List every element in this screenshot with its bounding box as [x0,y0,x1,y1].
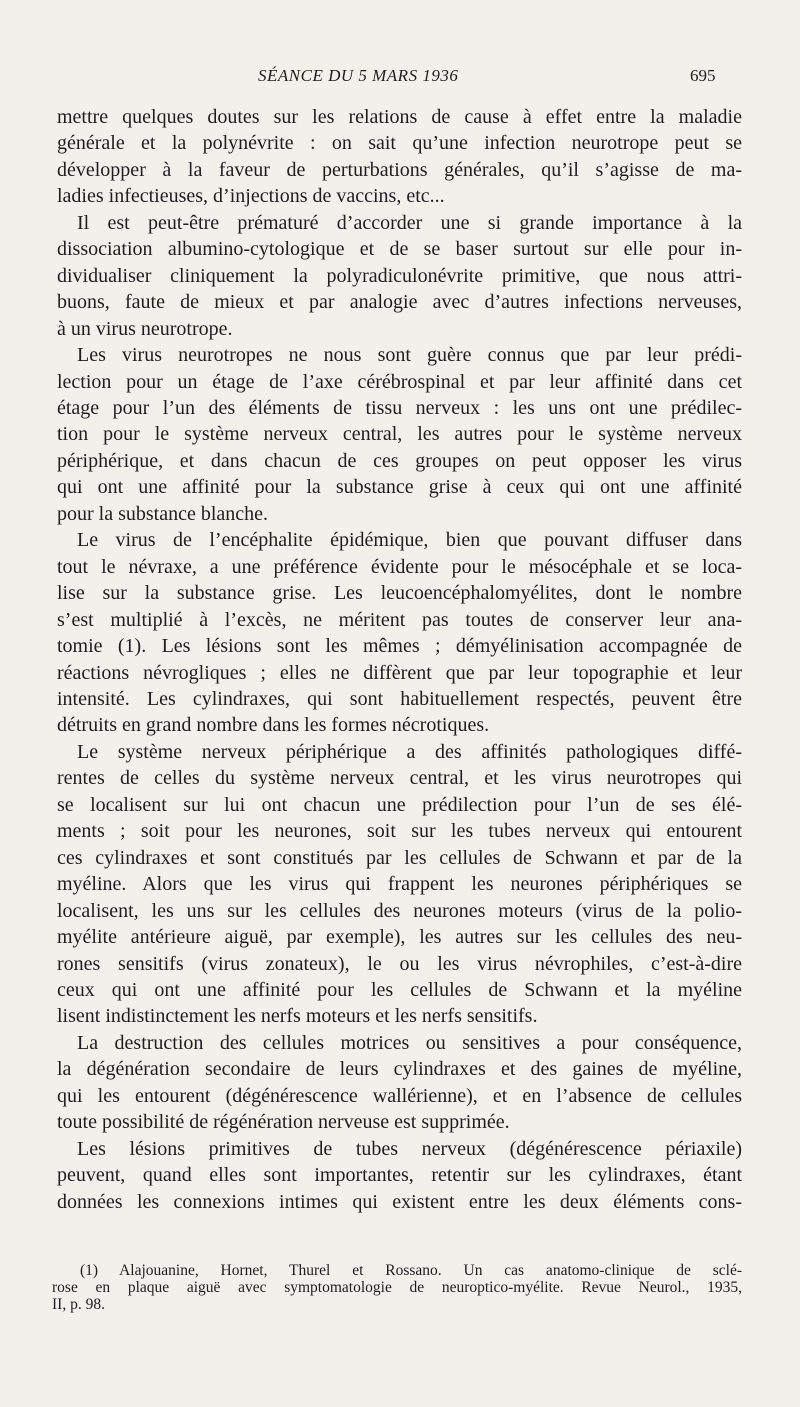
footnote-line: (1) Alajouanine, Hornet, Thurel et Rossano. Un cas anatomo-clinique de sclé- [80,1262,742,1279]
text-line: tout le névraxe, a une préférence évidente pour le mésocéphale et se loca- [57,555,742,578]
footnote-line: rose en plaque aiguë avec symptomatologie de neuroptico-myélite. Revue Neurol., 1935, [52,1279,742,1296]
text-line: à un virus neurotrope. [57,317,233,340]
text-line: rentes de celles du système nerveux central, et les virus neurotropes qui [57,767,742,790]
text-line: peuvent, quand elles sont importantes, retentir sur les cylindraxes, étant [57,1164,742,1187]
text-line: détruits en grand nombre dans les formes nécrotiques. [57,714,490,737]
text-line: lisent indistinctement les nerfs moteurs et les nerfs sensitifs. [57,1005,538,1028]
text-line: développer à la faveur de perturbations générales, qu’il s’agisse de ma- [57,158,742,181]
text-line: ladies infectieuses, d’injections de vaccins, etc... [57,185,445,208]
text-line: intensité. Les cylindraxes, qui sont habituellement respectés, peuvent être [57,687,742,710]
text-line: tomie (1). Les lésions sont les mêmes ; démyélinisation accompagnée de [57,635,742,658]
text-line: La destruction des cellules motrices ou sensitives a pour conséquence, [77,1031,742,1054]
text-line: lection pour un étage de l’axe cérébrospinal et par leur affinité dans cet [57,370,742,393]
text-line: toute possibilité de régénération nerveuse est supprimée. [57,1111,510,1134]
text-line: étage pour l’un des éléments de tissu nerveux : les uns ont une prédilec- [57,396,742,419]
text-line: dividualiser cliniquement la polyradiculonévrite primitive, que nous attri- [57,264,742,287]
text-line: lise sur la substance grise. Les leucoencéphalomyélites, dont le nombre [57,582,742,605]
text-line: Le système nerveux périphérique a des affinités pathologiques diffé- [77,740,742,763]
text-line: se localisent sur lui ont chacun une prédilection pour l’un de ses élé- [57,793,742,816]
running-header [0,66,800,90]
text-line: localisent, les uns sur les cellules des neurones moteurs (virus de la polio- [57,899,742,922]
text-line: Il est peut-être prématuré d’accorder une si grande importance à la [77,211,742,234]
text-line: qui ont une affinité pour la substance grise à ceux qui ont une affinité [57,476,742,499]
text-line: tion pour le système nerveux central, les autres pour le système nerveux [57,423,742,446]
text-line: myélite antérieure aiguë, par exemple), les autres sur les cellules des neu- [57,926,742,949]
text-line: ments ; soit pour les neurones, soit sur les tubes nerveux qui entourent [57,820,742,843]
text-line: générale et la polynévrite : on sait qu’une infection neurotrope peut se [57,132,742,155]
text-line: buons, faute de mieux et par analogie avec d’autres infections nerveuses, [57,291,742,314]
running-title: SÉANCE DU 5 MARS 1936 [258,66,459,85]
text-line: qui les entourent (dégénérescence wallérienne), et en l’absence de cellules [57,1084,742,1107]
text-line: pour la substance blanche. [57,502,269,525]
text-line: ces cylindraxes et sont constitués par les cellules de Schwann et par de la [57,846,742,869]
text-line: ceux qui ont une affinité pour les cellules de Schwann et la myéline [57,978,742,1001]
text-line: mettre quelques doutes sur les relations de cause à effet entre la maladie [57,106,742,128]
text-line: dissociation albumino-cytologique et de se baser surtout sur elle pour in- [57,238,742,261]
text-line: Les virus neurotropes ne nous sont guère connus que par leur prédi- [77,344,742,367]
body-text [57,104,742,1215]
text-line: périphérique, et dans chacun de ces groupes on peut opposer les virus [57,449,742,472]
text-line: Le virus de l’encéphalite épidémique, bien que pouvant diffuser dans [77,529,742,552]
text-line: rones sensitifs (virus zonateux), le ou les virus névrophiles, c’est-à-dire [57,952,742,975]
text-line: s’est multiplié à l’excès, ne méritent pas toutes de conserver leur ana- [57,608,742,631]
page-number: 695 [690,66,716,85]
text-line: Les lésions primitives de tubes nerveux (dégénérescence périaxile) [77,1137,742,1160]
text-line: réactions névrogliques ; elles ne diffèrent que par leur topographie et leur [57,661,742,684]
footnote-line: II, p. 98. [52,1296,105,1313]
footnote [52,1262,742,1313]
text-line: myéline. Alors que les virus qui frappent les neurones périphériques se [57,873,742,896]
text-line: la dégénération secondaire de leurs cylindraxes et des gaines de myéline, [57,1058,742,1081]
text-line: données les connexions intimes qui existent entre les deux éléments cons- [57,1190,742,1213]
